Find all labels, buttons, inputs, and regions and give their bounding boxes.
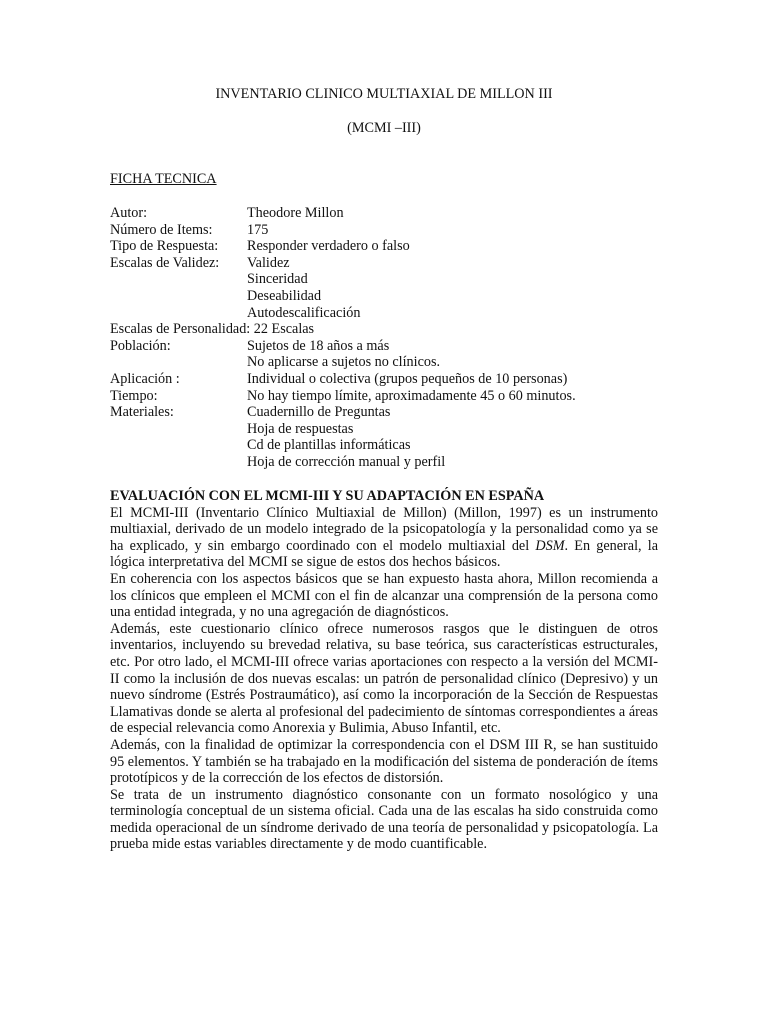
ficha-label [110, 437, 247, 454]
paragraph: Se trata de un instrumento diagnóstico consonante con un formato nosológico y una terminología conceptual de un sistema oficial. Cada una de las escalas ha sido construida como medida operacional de un síndrome derivado de una teoría de personalidad y psicopatología. La prueba mide estas variables directamente y de modo cuantificable. [110, 786, 658, 853]
ficha-value: Individual o colectiva (grupos pequeños de 10 personas) [247, 370, 568, 387]
ficha-value: Validez [247, 254, 290, 271]
ficha-row [110, 388, 670, 405]
ficha-label: Aplicación : [110, 370, 180, 387]
ficha-value: Cuadernillo de Preguntas [247, 404, 391, 421]
ficha-row [110, 255, 670, 272]
ficha-row [110, 271, 670, 288]
paragraph: Además, este cuestionario clínico ofrece numerosos rasgos que le distinguen de otros inventarios, incluyendo su brevedad relativa, su base teórica, sus características estructurales, etc. Por otro lado, el MCMI-III ofrece varias aportaciones con respecto a la versión del MCMI-II como la inclusión de dos nuevas escalas: un patrón de personalidad clínico (Depresivo) y un nuevo síndrome (Estrés Postraumático), así como la incorporación de la Sección de Respuestas Llamativas donde se alerta al profesional del padecimiento de síntomas correspondientes a áreas de especial relevancia como Anorexia y Bulimia, Abuso Infantil, etc. [110, 620, 658, 737]
paragraph [110, 505, 658, 571]
ficha-value: Autodescalificación [247, 304, 361, 321]
document-subtitle: (MCMI –III) [347, 120, 421, 136]
ficha-value: Hoja de corrección manual y perfil [247, 453, 446, 470]
ficha-label: Autor: [110, 205, 148, 221]
ficha-label [110, 288, 247, 305]
ficha-tecnica-heading: FICHA TECNICA [110, 171, 217, 187]
ficha-row [110, 371, 670, 388]
ficha-label: Escalas de Validez: [110, 254, 220, 271]
ficha-value: No aplicarse a sujetos no clínicos. [247, 354, 441, 371]
ficha-row [110, 222, 670, 239]
ficha-label [110, 271, 247, 288]
ficha-row [110, 404, 670, 421]
ficha-label: Escalas de Personalidad: 22 Escalas [110, 321, 315, 338]
ficha-row [110, 421, 670, 438]
ficha-label: Tipo de Respuesta: [110, 238, 219, 255]
evaluacion-heading: EVALUACIÓN CON EL MCMI-III Y SU ADAPTACIÓN EN ESPAÑA [110, 488, 545, 504]
paragraph-text: . En general, la lógica interpretativa del MCMI se sigue de estos dos hechos básicos. [110, 537, 659, 571]
ficha-label [110, 305, 247, 322]
paragraph: En coherencia con los aspectos básicos que se han expuesto hasta ahora, Millon recomienda a los clínicos que empleen el MCMI con el fin de alcanzar una comprensión de la persona como una entidad integrada, y no una agregación de diagnósticos. [110, 570, 658, 621]
evaluacion-section [110, 488, 658, 853]
ficha-value: Responder verdadero o falso [247, 238, 410, 255]
document-title: INVENTARIO CLINICO MULTIAXIAL DE MILLON III [215, 86, 553, 102]
ficha-label [110, 354, 247, 371]
ficha-row [110, 354, 670, 371]
ficha-row [110, 454, 670, 471]
ficha-value: Sinceridad [247, 271, 308, 288]
ficha-tecnica-table [110, 205, 670, 471]
ficha-row [110, 205, 670, 222]
ficha-label [110, 454, 247, 471]
ficha-label: Número de Items: [110, 221, 213, 238]
paragraph-text: El MCMI-III (Inventario Clínico Multiaxial de Millon) (Millon, 1997) es un instrumento multiaxial, derivado de un modelo integrado de la psicopatología y la personalidad como ya se ha explicado, y sin embargo coordinado con el modelo multiaxial del [110, 504, 658, 554]
ficha-row [110, 338, 670, 355]
ficha-value: Cd de plantillas informáticas [247, 437, 411, 454]
ficha-row [110, 437, 670, 454]
ficha-value: Hoja de respuestas [247, 420, 354, 437]
ficha-value: Deseabilidad [247, 287, 322, 304]
ficha-row [110, 288, 670, 305]
ficha-value: Theodore Millon [247, 205, 344, 221]
paragraph: Además, con la finalidad de optimizar la correspondencia con el DSM III R, se han sustituido 95 elementos. Y también se ha trabajado en la modificación del sistema de ponderación de ítems prototípicos y de la corrección de los efectos de distorsión. [110, 736, 658, 787]
ficha-row [110, 305, 670, 322]
ficha-value: No hay tiempo límite, aproximadamente 45 o 60 minutos. [247, 387, 576, 404]
ficha-label [110, 421, 247, 438]
dsm-italic-text: DSM [535, 537, 565, 554]
ficha-value: 175 [247, 221, 269, 238]
ficha-value: Sujetos de 18 años a más [247, 337, 390, 354]
ficha-label: Materiales: [110, 404, 174, 421]
ficha-label: Tiempo: [110, 387, 158, 404]
ficha-row [110, 238, 670, 255]
ficha-label: Población: [110, 337, 171, 354]
ficha-row [110, 321, 670, 338]
